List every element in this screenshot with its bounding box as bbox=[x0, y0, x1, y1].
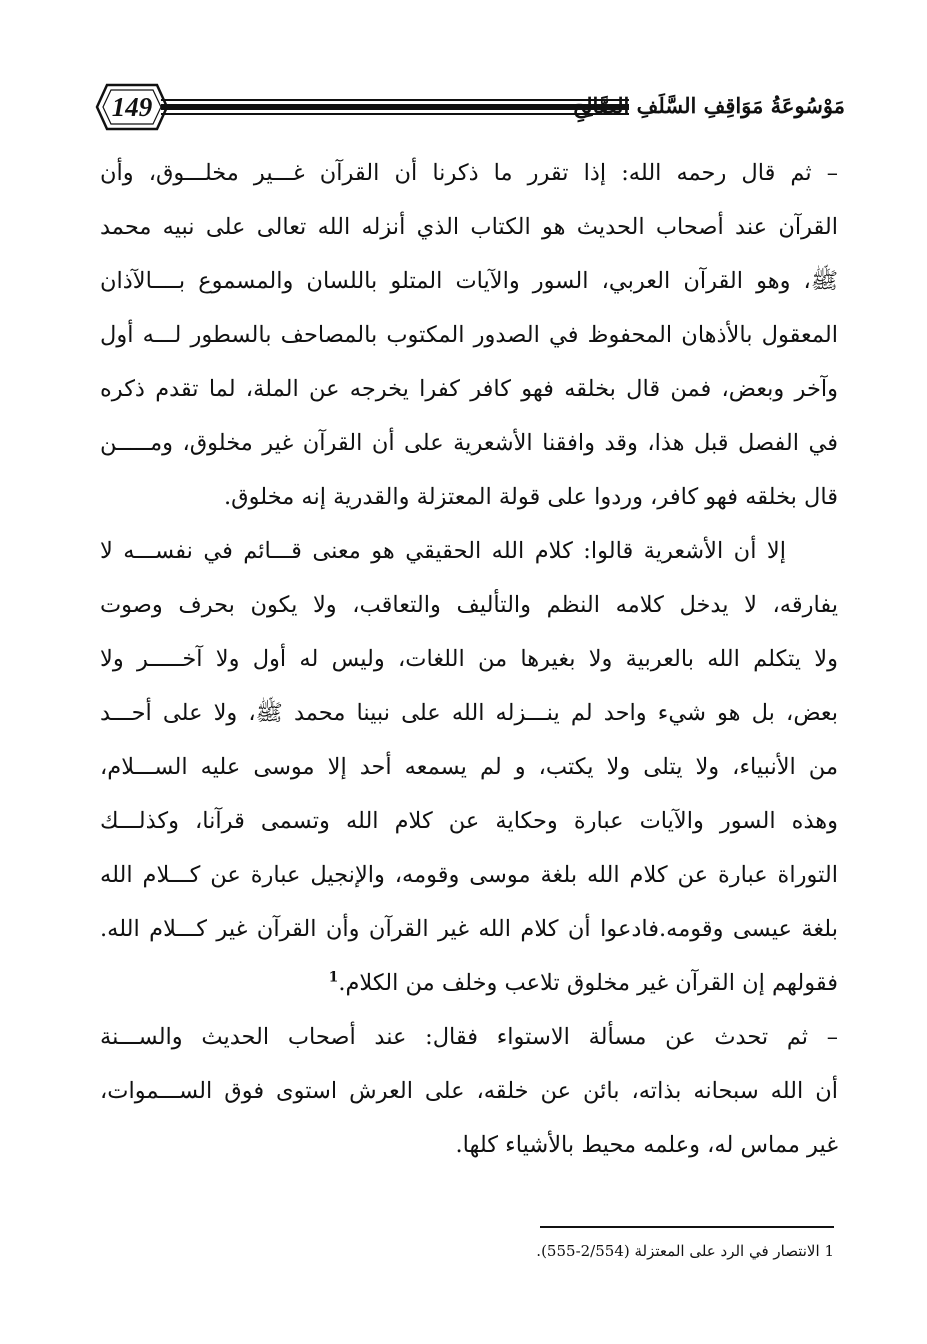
text-line: إلا أن الأشعرية قالوا: كلام الله الحقيقي هو معنى قـــائم في نفســـه لا bbox=[100, 538, 786, 564]
footnote-separator bbox=[540, 1226, 834, 1228]
series-title: مَوْسُوعَةُ مَوَاقِفِ السَّلَفِ الصَّالِحِ bbox=[572, 93, 845, 118]
footnote-reference[interactable]: 1 bbox=[328, 969, 339, 986]
body-text bbox=[100, 146, 838, 1172]
text-line: ولا يتكلم الله بالعربية ولا بغيرها من اللغات، وليس له أول ولا آخـــــر ولا bbox=[100, 646, 838, 672]
paragraph bbox=[100, 1010, 838, 1172]
text-line: بلغة عيسى وقومه.فادعوا أن كلام الله غير القرآن وأن القرآن غير كـــلام الله. bbox=[100, 916, 838, 942]
text-line: غير مماس له، وعلمه محيط بالأشياء كلها. bbox=[455, 1132, 838, 1158]
page-number: 149 bbox=[111, 92, 153, 122]
text-line-with-footnote bbox=[100, 956, 838, 1010]
text-line: قال بخلقه فهو كافر، وردوا على قولة المعتزلة والقدرية إنه مخلوق. bbox=[224, 484, 838, 510]
text-line: وآخر وبعض، فمن قال بخلقه فهو كافر كفرا يخرجه عن الملة، لما تقدم ذكره bbox=[100, 376, 838, 402]
header-rule bbox=[161, 99, 629, 115]
footnote-text: الانتصار في الرد على المعتزلة (2/554-555). bbox=[536, 1242, 820, 1260]
text-line: يفارقه، لا يدخل كلامه النظم والتأليف والتعاقب، ولا يكون بحرف وصوت bbox=[100, 592, 838, 618]
text-line: ﷺ، وهو القرآن العربي، السور والآيات المتلو باللسان والمسموع بــــالآذان bbox=[100, 268, 838, 294]
text-line: من الأنبياء، ولا يتلى ولا يكتب، و لم يسمعه أحد إلا موسى عليه الســـلام، bbox=[100, 754, 838, 780]
text-line: في الفصل قبل هذا، وقد وافقنا الأشعرية على أن القرآن غير مخلوق، ومـــــن bbox=[100, 430, 838, 456]
text-line: المعقول بالأذهان المحفوظ في الصدور المكتوب بالمصاحف بالسطور لـــه أول bbox=[100, 322, 838, 348]
text-line: بعض، بل هو شيء واحد لم ينـــزله الله على نبينا محمد ﷺ، ولا على أحـــد bbox=[100, 700, 838, 726]
paragraph bbox=[100, 524, 838, 1010]
page-number-frame bbox=[95, 82, 169, 132]
text-line: التوراة عبارة عن كلام الله بلغة موسى وقومه، والإنجيل عبارة عن كـــلام الله bbox=[100, 862, 838, 888]
footnote bbox=[480, 1236, 834, 1266]
paragraph bbox=[100, 146, 838, 524]
text-line: – ثم تحدث عن مسألة الاستواء فقال: عند أصحاب الحديث والســـنة bbox=[100, 1024, 838, 1050]
text-line: – ثم قال رحمه الله: إذا تقرر ما ذكرنا أن القرآن غـــير مخلـــوق، وأن bbox=[100, 160, 838, 186]
text-line: فقولهم إن القرآن غير مخلوق تلاعب وخلف من الكلام. bbox=[338, 970, 838, 996]
text-line: وهذه السور والآيات عبارة وحكاية عن كلام الله وتسمى قرآنا، وكذلـــك bbox=[100, 808, 838, 834]
footnote-number: 1 bbox=[824, 1242, 834, 1260]
text-line: القرآن عند أصحاب الحديث هو الكتاب الذي أنزله الله تعالى على نبيه محمد bbox=[100, 214, 838, 240]
text-line: أن الله سبحانه بذاته، بائن عن خلقه، على العرش استوى فوق الســـموات، bbox=[100, 1078, 838, 1104]
page-header bbox=[95, 74, 845, 146]
